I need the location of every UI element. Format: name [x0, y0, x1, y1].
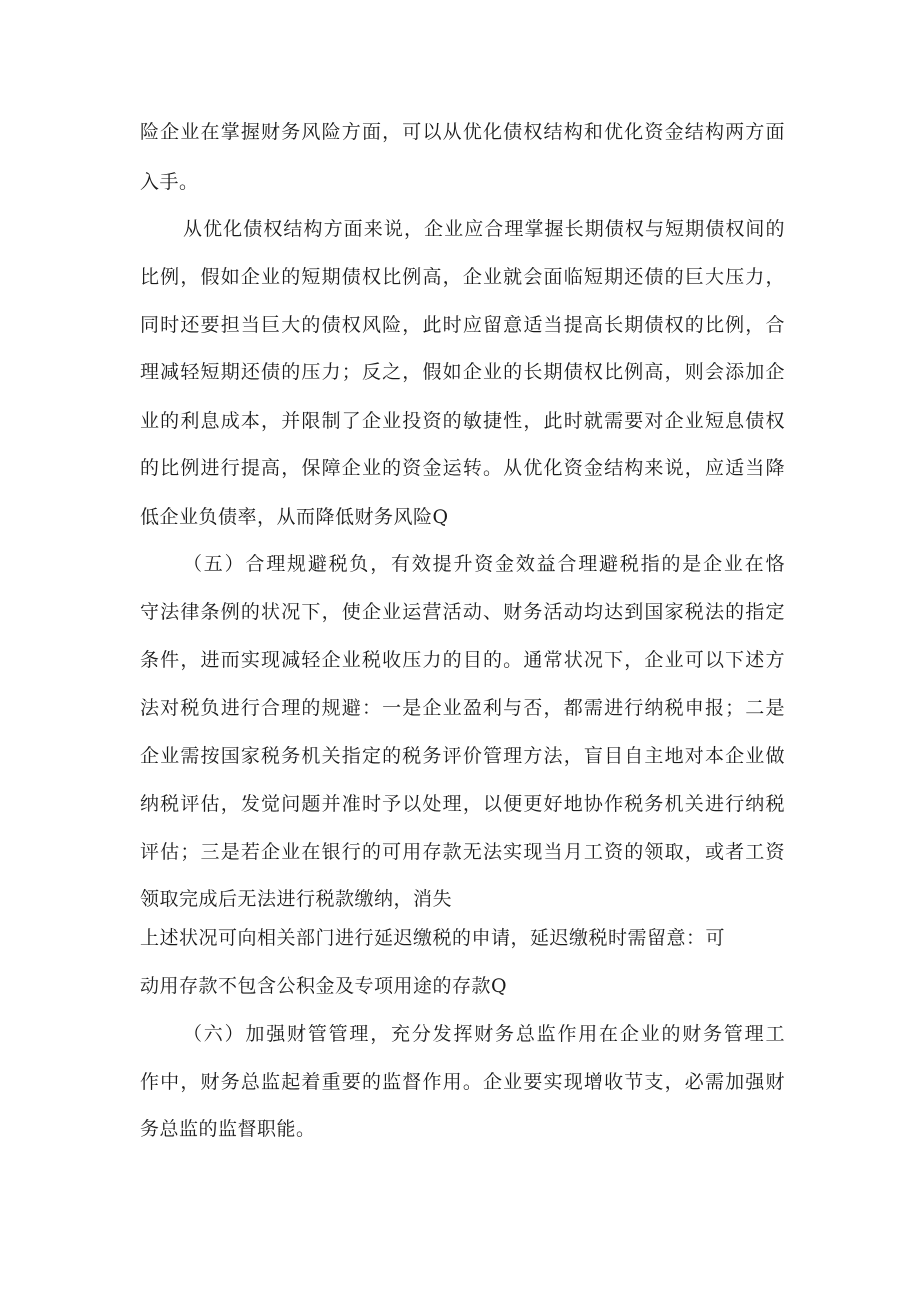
text-line-8: 的比例进行提高，保障企业的资金运转。从优化资金结构来说，应适当降 — [140, 457, 785, 479]
text-line-11: 守法律条例的状况下，使企业运营活动、财务活动均达到国家税法的指定 — [140, 601, 785, 623]
text-line-3: 从优化债权结构方面来说，企业应合理掌握长期债权与短期债权间的 — [183, 218, 785, 240]
text-line-15: 纳税评估，发觉问题并准时予以处理，以便更好地协作税务机关进行纳税 — [140, 793, 785, 815]
text-line-4: 比例，假如企业的短期债权比例高，企业就会面临短期还债的巨大压力， — [140, 266, 785, 288]
text-line-18: 上述状况可向相关部门进行延迟缴税的申请，延迟缴税时需留意：可 — [140, 927, 726, 949]
text-line-16: 评估；三是若企业在银行的可用存款无法实现当月工资的领取，或者工资 — [140, 841, 785, 863]
text-line-19: 动用存款不包含公积金及专项用途的存款Q — [140, 975, 508, 997]
text-line-12: 条件，进而实现减轻企业税收压力的目的。通常状况下，企业可以下述方 — [140, 649, 785, 671]
text-line-17: 领取完成后无法进行税款缴纳，消失 — [140, 888, 453, 910]
text-line-2: 入手。 — [140, 171, 199, 193]
text-line-13: 法对税负进行合理的规避：一是企业盈利与否，都需进行纳税申报；二是 — [140, 697, 785, 719]
text-line-21: 作中，财务总监起着重要的监督作用。企业要实现增收节支，必需加强财 — [140, 1071, 785, 1093]
text-line-20: （六）加强财管管理，充分发挥财务总监作用在企业的财务管理工 — [183, 1023, 785, 1045]
text-line-22: 务总监的监督职能。 — [140, 1118, 316, 1140]
text-line-1: 险企业在掌握财务风险方面，可以从优化债权结构和优化资金结构两方面 — [140, 121, 785, 143]
text-line-7: 业的利息成本，并限制了企业投资的敏捷性，此时就需要对企业短息债权 — [140, 410, 785, 432]
text-line-6: 理减轻短期还债的压力；反之，假如企业的长期债权比例高，则会添加企 — [140, 361, 785, 383]
text-line-10: （五）合理规避税负，有效提升资金效益合理避税指的是企业在恪 — [183, 553, 785, 575]
text-line-14: 企业需按国家税务机关指定的税务评价管理方法，盲目自主地对本企业做 — [140, 745, 785, 767]
text-line-5: 同时还要担当巨大的债权风险，此时应留意适当提高长期债权的比例，合 — [140, 314, 785, 336]
text-line-9: 低企业负债率，从而降低财务风险Q — [140, 506, 449, 528]
